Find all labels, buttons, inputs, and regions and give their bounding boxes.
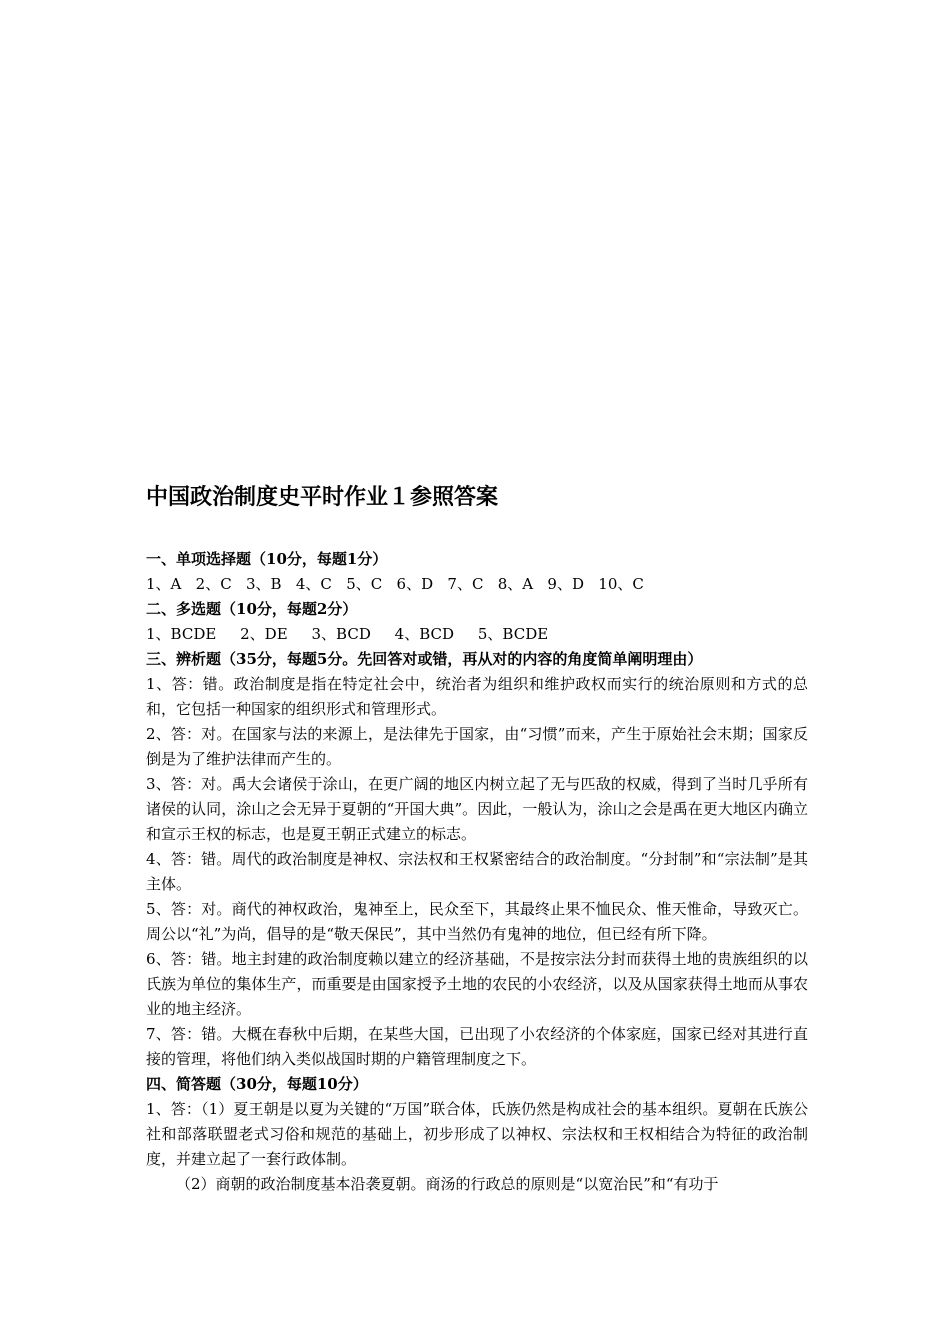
- discrimination-answer-1: 1、答：错。政治制度是指在特定社会中，统治者为组织和维护政权而实行的统治原则和方式的总和，它包括一种国家的组织形式和管理形式。: [146, 675, 808, 718]
- discrimination-answer-4: 4、答：错。周代的政治制度是神权、宗法权和王权紧密结合的政治制度。“分封制”和“宗法制”是其主体。: [146, 850, 808, 893]
- discrimination-answer-5: 5、答：对。商代的神权政治，鬼神至上，民众至下，其最终止果不恤民众、惟天惟命，导致灭亡。周公以“礼”为尚，倡导的是“敬天保民”，其中当然仍有鬼神的地位，但已经有所下降。: [146, 900, 808, 943]
- multiple-choice-answers: 1、BCDE 2、DE 3、BCD 4、BCD 5、BCDE: [146, 625, 549, 643]
- discrimination-answer-2: 2、答：对。在国家与法的来源上，是法律先于国家，由“习惯”而来，产生于原始社会末期；国家反倒是为了维护法律而产生的。: [146, 725, 808, 768]
- document-body: [146, 547, 808, 1197]
- short-answer-1-part-2: （2）商朝的政治制度基本沿袭夏朝。商汤的行政总的原则是“以宽治民”和“有功于: [176, 1175, 719, 1193]
- document-title: 中国政治制度史平时作业１参照答案: [146, 485, 499, 510]
- section-heading-single-choice: 一、单项选择题（10分，每题1分）: [146, 550, 388, 568]
- discrimination-answer-6: 6、答：错。地主封建的政治制度赖以建立的经济基础，不是按宗法分封而获得土地的贵族组织的以氏族为单位的集体生产，而重要是由国家授予土地的农民的小农经济，以及从国家获得土地而从事农业的地主经济。: [146, 950, 808, 1018]
- section-heading-short-answer: 四、简答题（30分，每题10分）: [146, 1075, 368, 1093]
- section-heading-multiple-choice: 二、多选题（10分，每题2分）: [146, 600, 358, 618]
- single-choice-answers: 1、A 2、C 3、B 4、C 5、C 6、D 7、C 8、A 9、D 10、C: [146, 575, 644, 593]
- section-heading-discrimination: 三、辨析题（35分，每题5分。先回答对或错，再从对的内容的角度简单阐明理由）: [146, 650, 703, 668]
- discrimination-answer-3: 3、答：对。禹大会诸侯于涂山，在更广阔的地区内树立起了无与匹敌的权威，得到了当时几乎所有诸侯的认同，涂山之会无异于夏朝的“开国大典”。因此，一般认为，涂山之会是禹在更大地区内确立和宣示王权的标志，也是夏王朝正式建立的标志。: [146, 775, 808, 843]
- short-answer-1: 1、答：（1）夏王朝是以夏为关键的“万国”联合体，氏族仍然是构成社会的基本组织。夏朝在氏族公社和部落联盟老式习俗和规范的基础上，初步形成了以神权、宗法权和王权相结合为特征的政治制度，并建立起了一套行政体制。: [146, 1100, 808, 1168]
- discrimination-answer-7: 7、答：错。大概在春秋中后期，在某些大国，已出现了小农经济的个体家庭，国家已经对其进行直接的管理，将他们纳入类似战国时期的户籍管理制度之下。: [146, 1025, 808, 1068]
